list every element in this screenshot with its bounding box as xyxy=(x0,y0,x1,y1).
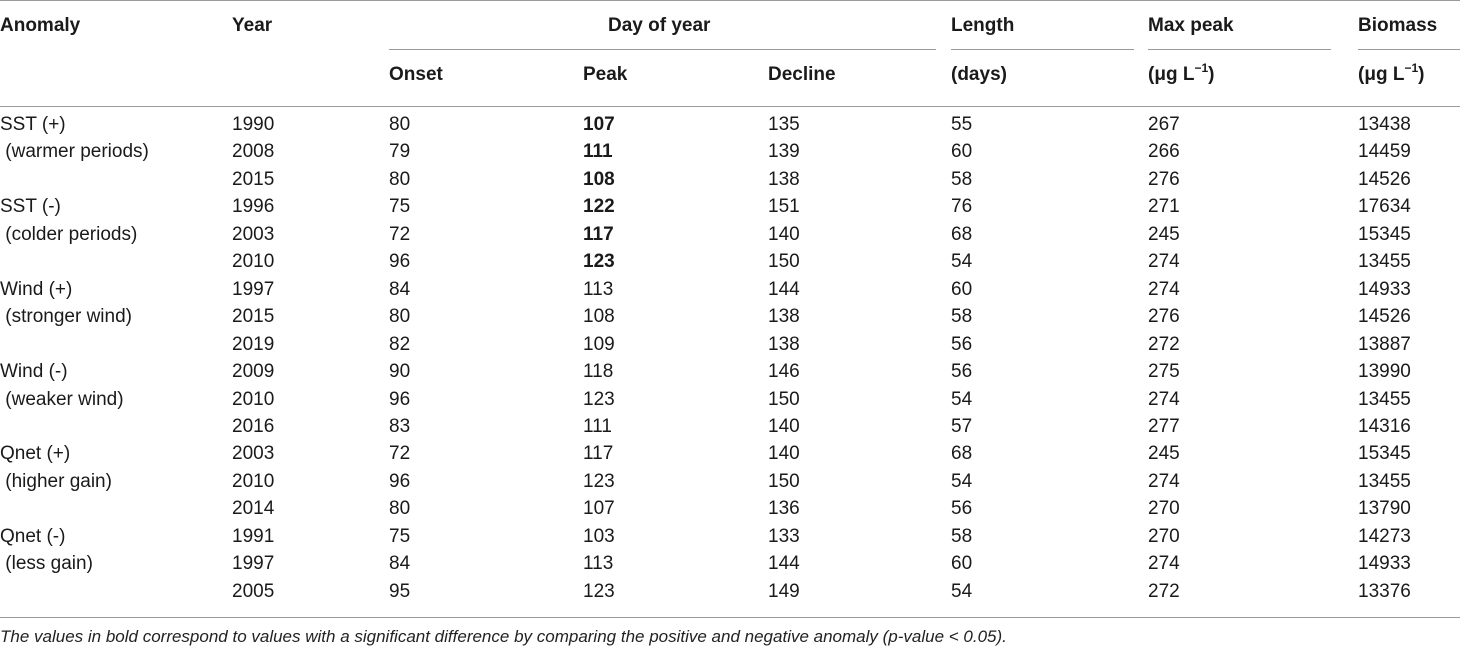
cell-length: 58 xyxy=(951,168,973,190)
cell-decline: 136 xyxy=(768,498,800,520)
max-peak-subrule xyxy=(1148,49,1331,50)
cell-biomass: 13455 xyxy=(1358,470,1411,492)
cell-max-peak: 266 xyxy=(1148,141,1180,163)
cell-year: 2019 xyxy=(232,333,275,355)
header-biomass-unit: (μg $L^{-1}$) xyxy=(1358,60,1425,85)
cell-length: 58 xyxy=(951,525,973,547)
cell-decline: 140 xyxy=(768,443,800,465)
cell-anomaly: (colder periods) xyxy=(0,223,138,245)
cell-anomaly: (warmer periods) xyxy=(0,141,149,163)
cell-max-peak: 274 xyxy=(1148,388,1180,410)
cell-max-peak: 274 xyxy=(1148,470,1180,492)
cell-max-peak: 267 xyxy=(1148,114,1180,135)
cell-decline: 138 xyxy=(768,333,800,355)
cell-year: 1996 xyxy=(232,196,275,218)
header-onset: Onset xyxy=(389,64,443,85)
cell-decline: 140 xyxy=(768,223,800,245)
cell-biomass: 14933 xyxy=(1358,278,1411,300)
cell-year: 2005 xyxy=(232,580,275,602)
cell-year: 2015 xyxy=(232,306,275,328)
cell-onset: 75 xyxy=(389,525,411,547)
cell-decline: 135 xyxy=(768,114,800,135)
cell-year: 2014 xyxy=(232,498,275,520)
header-day-of-year: Day of year xyxy=(608,15,711,36)
cell-max-peak: 245 xyxy=(1148,223,1180,245)
cell-peak: 117 xyxy=(583,443,614,465)
cell-length: 54 xyxy=(951,388,973,410)
header-peak: Peak xyxy=(583,64,628,85)
cell-length: 54 xyxy=(951,580,973,602)
cell-max-peak: 276 xyxy=(1148,168,1180,190)
cell-peak: 108 xyxy=(583,306,615,328)
cell-year: 2010 xyxy=(232,470,275,492)
cell-onset: 95 xyxy=(389,580,411,602)
cell-anomaly: SST (+) xyxy=(0,114,66,135)
cell-length: 60 xyxy=(951,553,973,575)
cell-biomass: 13376 xyxy=(1358,580,1411,602)
cell-onset: 75 xyxy=(389,196,411,218)
cell-peak: 123 xyxy=(583,470,615,492)
header-length: Length xyxy=(951,15,1015,36)
cell-anomaly: Wind (-) xyxy=(0,361,68,383)
header-max-peak: Max peak xyxy=(1148,15,1234,36)
cell-length: 68 xyxy=(951,223,973,245)
cell-onset: 80 xyxy=(389,498,411,520)
cell-year: 1997 xyxy=(232,278,275,300)
cell-biomass: 13438 xyxy=(1358,114,1411,135)
cell-year: 2003 xyxy=(232,223,275,245)
cell-biomass: 14459 xyxy=(1358,141,1411,163)
cell-biomass: 15345 xyxy=(1358,443,1411,465)
cell-length: 58 xyxy=(951,306,973,328)
cell-length: 55 xyxy=(951,114,973,135)
cell-biomass: 15345 xyxy=(1358,223,1411,245)
cell-max-peak: 274 xyxy=(1148,251,1180,273)
cell-anomaly: SST (-) xyxy=(0,196,61,218)
cell-length: 56 xyxy=(951,333,973,355)
cell-biomass: 13455 xyxy=(1358,388,1411,410)
cell-onset: 82 xyxy=(389,333,411,355)
cell-decline: 140 xyxy=(768,415,800,437)
cell-decline: 138 xyxy=(768,306,800,328)
cell-decline: 133 xyxy=(768,525,800,547)
cell-max-peak: 275 xyxy=(1148,361,1180,383)
cell-length: 54 xyxy=(951,251,973,273)
cell-max-peak: 272 xyxy=(1148,333,1180,355)
cell-year: 2008 xyxy=(232,141,275,163)
cell-onset: 79 xyxy=(389,141,411,163)
cell-length: 60 xyxy=(951,141,973,163)
cell-biomass: 13887 xyxy=(1358,333,1411,355)
cell-decline: 144 xyxy=(768,278,800,300)
cell-decline: 150 xyxy=(768,251,800,273)
cell-biomass: 13455 xyxy=(1358,251,1411,273)
cell-length: 60 xyxy=(951,278,973,300)
cell-onset: 72 xyxy=(389,223,411,245)
cell-length: 76 xyxy=(951,196,973,218)
cell-peak: 108 xyxy=(583,168,615,190)
cell-length: 68 xyxy=(951,443,973,465)
cell-max-peak: 245 xyxy=(1148,443,1180,465)
cell-max-peak: 276 xyxy=(1148,306,1180,328)
cell-year: 2009 xyxy=(232,361,275,383)
cell-anomaly: (stronger wind) xyxy=(0,306,132,328)
cell-biomass: 14273 xyxy=(1358,525,1411,547)
cell-onset: 80 xyxy=(389,114,411,135)
cell-onset: 80 xyxy=(389,168,411,190)
cell-year: 2003 xyxy=(232,443,275,465)
cell-max-peak: 270 xyxy=(1148,498,1180,520)
cell-max-peak: 271 xyxy=(1148,196,1180,218)
cell-peak: 113 xyxy=(583,553,614,575)
cell-onset: 83 xyxy=(389,415,411,437)
cell-max-peak: 270 xyxy=(1148,525,1180,547)
cell-max-peak: 274 xyxy=(1148,553,1180,575)
cell-onset: 96 xyxy=(389,470,411,492)
biomass-subrule xyxy=(1358,49,1460,50)
cell-peak: 113 xyxy=(583,278,614,300)
cell-peak: 118 xyxy=(583,361,614,383)
cell-year: 2016 xyxy=(232,415,275,437)
cell-peak: 122 xyxy=(583,196,615,218)
table-bottom-rule xyxy=(0,617,1460,618)
cell-anomaly: Qnet (+) xyxy=(0,443,71,465)
cell-decline: 151 xyxy=(768,196,800,218)
header-anomaly: Anomaly xyxy=(0,15,81,36)
cell-peak: 107 xyxy=(583,114,615,135)
header-biomass: Biomass xyxy=(1358,15,1438,36)
cell-peak: 123 xyxy=(583,388,615,410)
cell-biomass: 17634 xyxy=(1358,196,1411,218)
cell-decline: 144 xyxy=(768,553,800,575)
table-top-rule xyxy=(0,0,1460,1)
cell-peak: 123 xyxy=(583,251,615,273)
cell-max-peak: 272 xyxy=(1148,580,1180,602)
cell-decline: 150 xyxy=(768,388,800,410)
cell-peak: 103 xyxy=(583,525,615,547)
day-of-year-subrule xyxy=(389,49,936,50)
cell-max-peak: 277 xyxy=(1148,415,1180,437)
cell-anomaly: (weaker wind) xyxy=(0,388,124,410)
cell-decline: 146 xyxy=(768,361,800,383)
cell-biomass: 14933 xyxy=(1358,553,1411,575)
cell-anomaly: (higher gain) xyxy=(0,470,112,492)
cell-peak: 107 xyxy=(583,498,615,520)
header-length-unit: (days) xyxy=(951,64,1007,85)
length-subrule xyxy=(951,49,1134,50)
cell-decline: 150 xyxy=(768,470,800,492)
cell-biomass: 13790 xyxy=(1358,498,1411,520)
cell-length: 56 xyxy=(951,498,973,520)
cell-onset: 84 xyxy=(389,278,411,300)
cell-length: 54 xyxy=(951,470,973,492)
cell-length: 56 xyxy=(951,361,973,383)
cell-biomass: 13990 xyxy=(1358,361,1411,383)
cell-peak: 111 xyxy=(583,141,613,163)
cell-peak: 123 xyxy=(583,580,615,602)
cell-year: 2010 xyxy=(232,251,275,273)
header-bottom-rule xyxy=(0,106,1460,107)
cell-onset: 84 xyxy=(389,553,411,575)
cell-onset: 96 xyxy=(389,251,411,273)
cell-year: 1990 xyxy=(232,114,275,135)
table-footnote: The values in bold correspond to values with a significant difference by comparing the positive and negative anomaly (p-value < 0.05). xyxy=(0,627,1007,646)
cell-biomass: 14316 xyxy=(1358,415,1411,437)
cell-onset: 80 xyxy=(389,306,411,328)
header-year: Year xyxy=(232,15,273,36)
cell-decline: 139 xyxy=(768,141,800,163)
cell-anomaly: Qnet (-) xyxy=(0,525,66,547)
cell-decline: 149 xyxy=(768,580,800,602)
cell-peak: 109 xyxy=(583,333,615,355)
cell-year: 1997 xyxy=(232,553,275,575)
cell-length: 57 xyxy=(951,415,973,437)
cell-year: 1991 xyxy=(232,525,275,547)
cell-year: 2010 xyxy=(232,388,275,410)
cell-year: 2015 xyxy=(232,168,275,190)
header-max-peak-unit: (μg $L^{-1}$) xyxy=(1148,60,1215,85)
cell-biomass: 14526 xyxy=(1358,306,1411,328)
cell-anomaly: (less gain) xyxy=(0,553,93,575)
cell-onset: 96 xyxy=(389,388,411,410)
cell-anomaly: Wind (+) xyxy=(0,278,73,300)
cell-peak: 111 xyxy=(583,415,612,437)
cell-decline: 138 xyxy=(768,168,800,190)
cell-onset: 72 xyxy=(389,443,411,465)
cell-biomass: 14526 xyxy=(1358,168,1411,190)
cell-onset: 90 xyxy=(389,361,411,383)
cell-peak: 117 xyxy=(583,223,614,245)
header-decline: Decline xyxy=(768,64,836,85)
cell-max-peak: 274 xyxy=(1148,278,1180,300)
